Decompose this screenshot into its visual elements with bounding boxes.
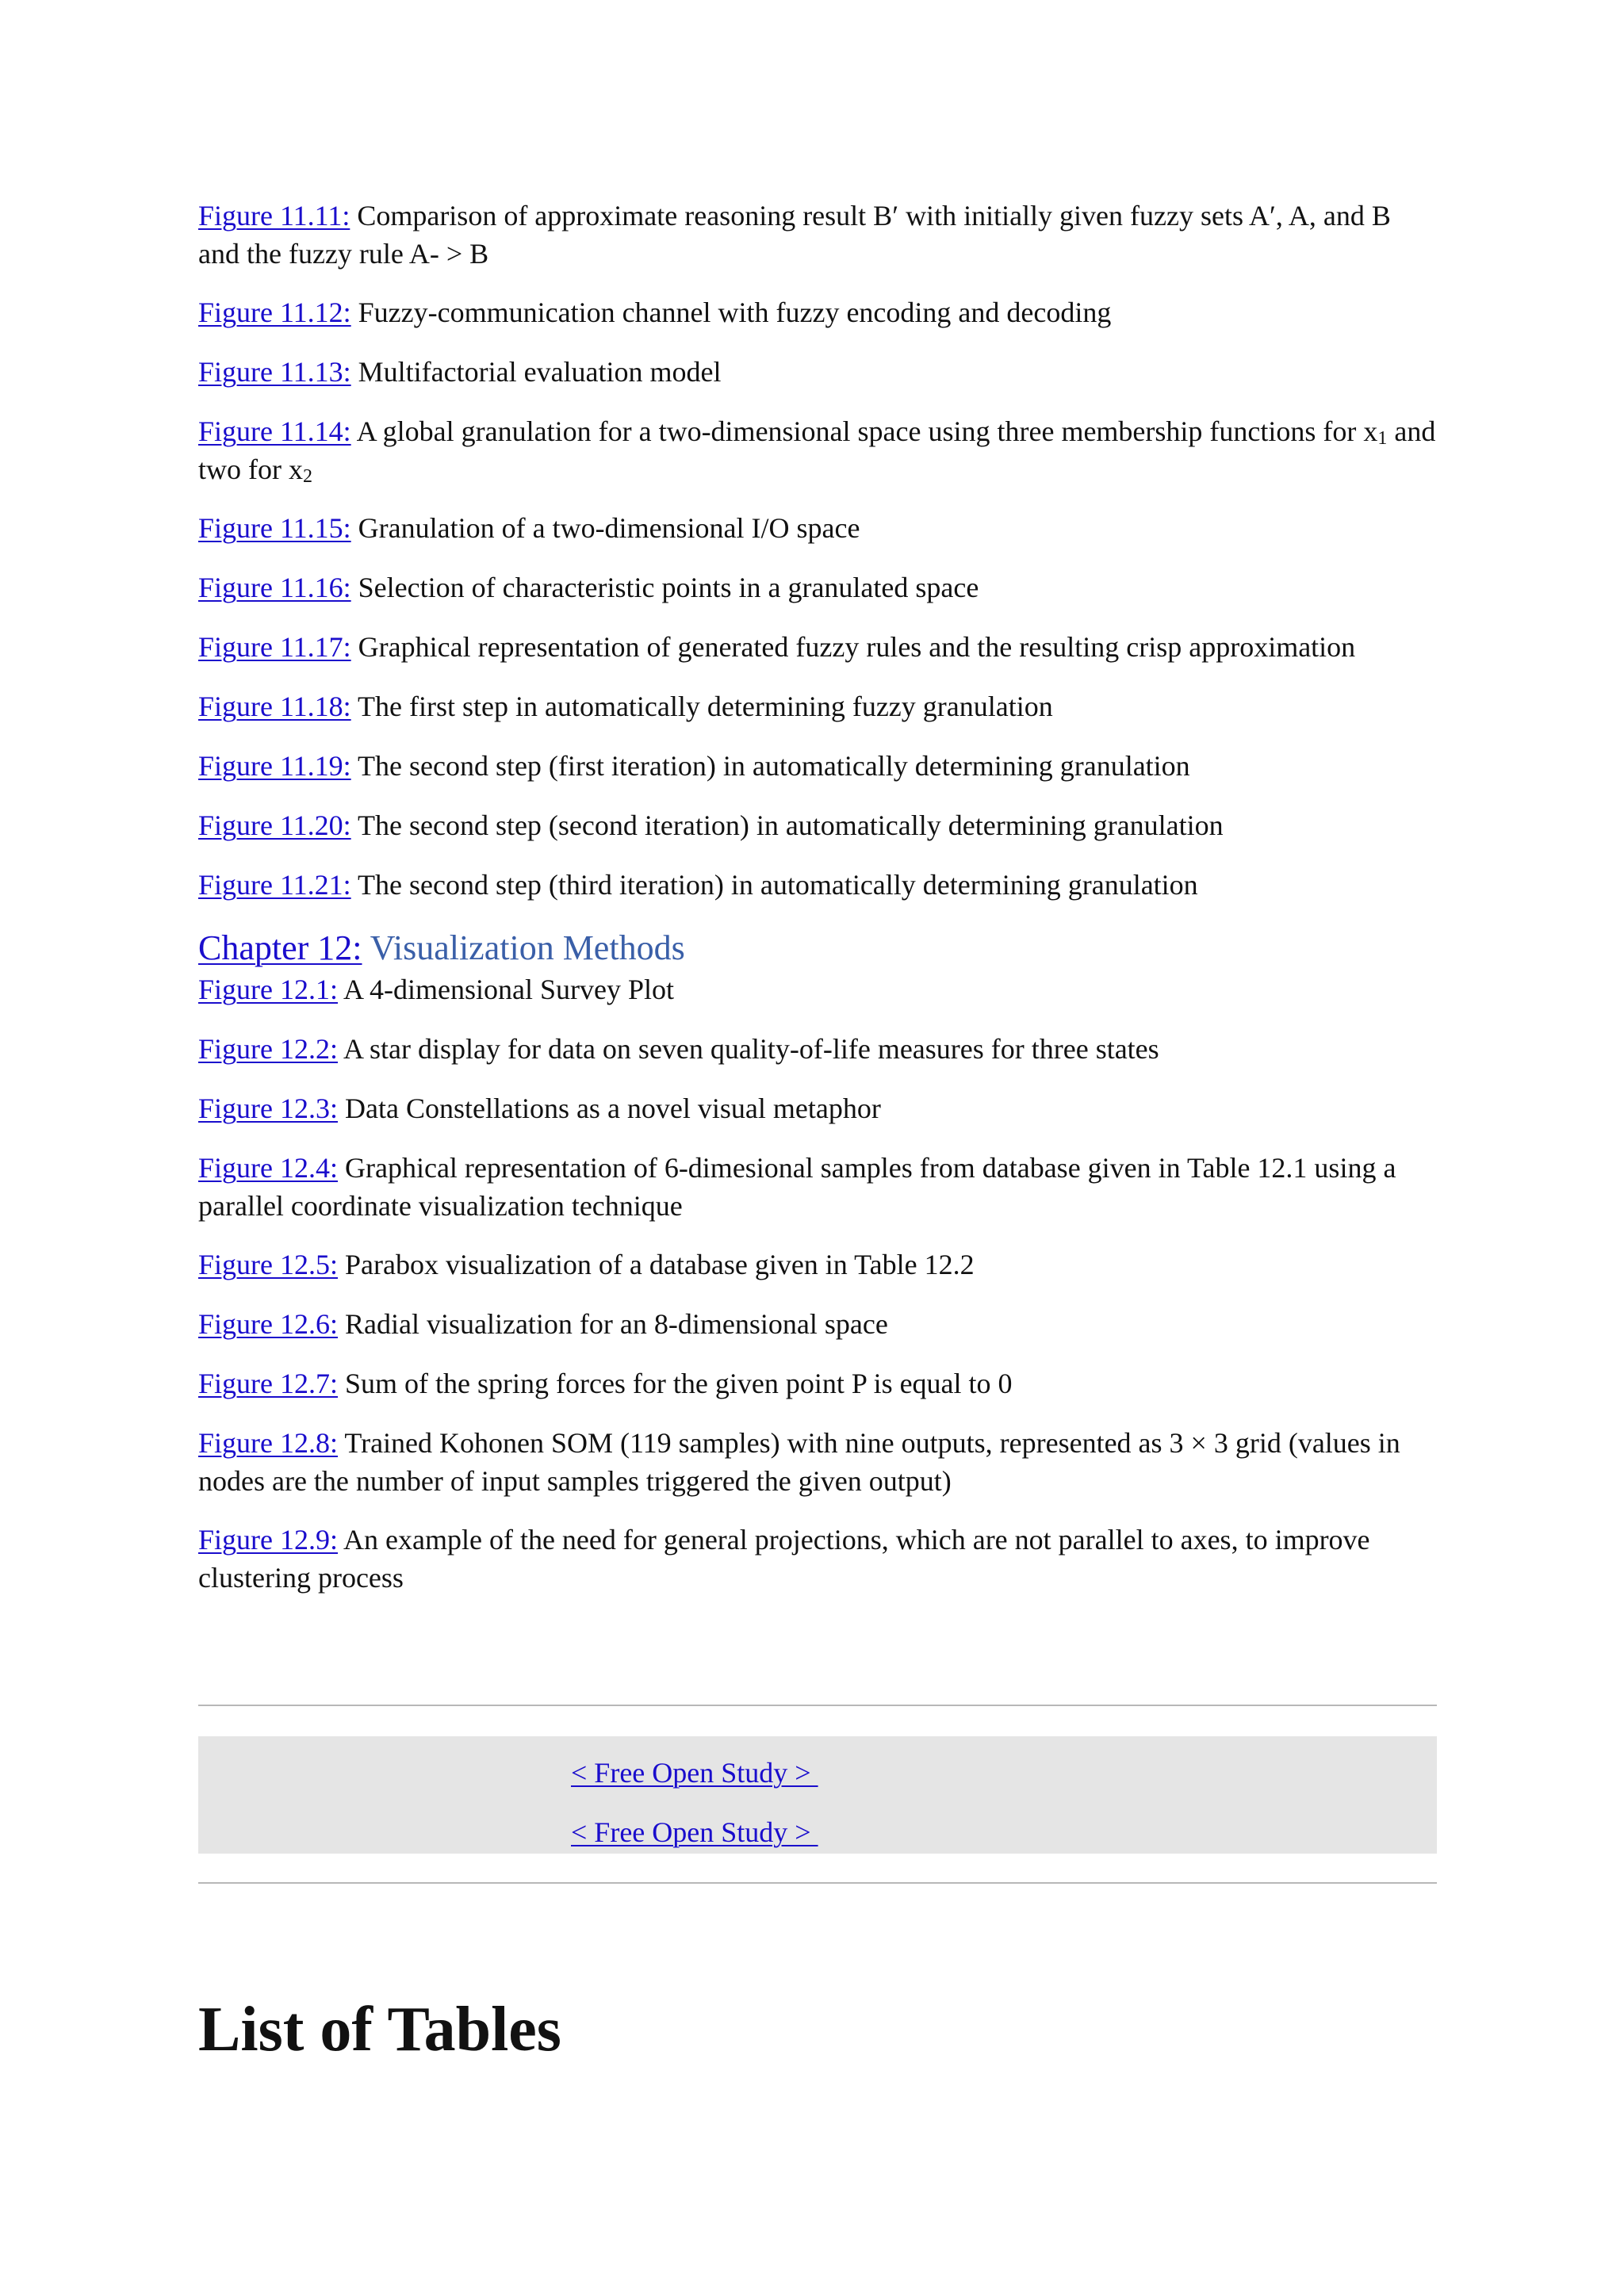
figure-link-12-8[interactable]: Figure 12.8:	[198, 1427, 338, 1459]
figure-link-11-19[interactable]: Figure 11.19:	[198, 750, 351, 782]
figure-caption-11-14-part-b: and two for x	[198, 415, 1436, 485]
figure-link-11-17[interactable]: Figure 11.17:	[198, 631, 351, 663]
figure-entry-11-11	[198, 197, 1437, 273]
figure-caption-11-15: Granulation of a two-dimensional I/O space	[350, 512, 860, 544]
chapter-12-link[interactable]: Chapter 12:	[198, 928, 362, 967]
figure-entry-11-16	[198, 568, 1437, 607]
figure-link-12-3[interactable]: Figure 12.3:	[198, 1093, 338, 1124]
figure-caption-11-12: Fuzzy-communication channel with fuzzy encoding and decoding	[350, 297, 1112, 328]
figure-entry-12-2	[198, 1030, 1437, 1068]
figure-caption-12-1: A 4-dimensional Survey Plot	[338, 974, 675, 1005]
figure-entry-11-20	[198, 806, 1437, 844]
figure-entry-12-3	[198, 1089, 1437, 1127]
figure-caption-12-4: Graphical representation of 6-dimesional samples from database given in Table 12.1 using a parallel coordinate visualization technique	[198, 1152, 1396, 1222]
figure-link-11-13[interactable]: Figure 11.13:	[198, 356, 351, 388]
figure-entry-11-14	[198, 412, 1437, 488]
chapter-12-heading	[198, 926, 685, 970]
figure-link-11-21[interactable]: Figure 11.21:	[198, 869, 351, 901]
free-open-study-link-1[interactable]: < Free Open Study >	[571, 1757, 818, 1789]
figure-link-11-15[interactable]: Figure 11.15:	[198, 512, 351, 544]
figure-entry-11-12	[198, 293, 1437, 331]
figure-entry-11-17	[198, 628, 1437, 666]
figure-link-11-16[interactable]: Figure 11.16:	[198, 572, 351, 603]
figure-caption-11-16: Selection of characteristic points in a granulated space	[350, 572, 979, 603]
list-of-tables-heading: List of Tables	[198, 1995, 561, 2064]
figure-link-12-5[interactable]: Figure 12.5:	[198, 1249, 338, 1280]
figure-caption-11-19: The second step (first iteration) in automatically determining granulation	[350, 750, 1190, 782]
figure-entry-12-8	[198, 1424, 1437, 1500]
figure-link-11-18[interactable]: Figure 11.18:	[198, 691, 351, 722]
subscript-2: 2	[302, 466, 312, 487]
figure-entry-12-1	[198, 970, 1437, 1008]
bottom-divider	[198, 1882, 1437, 1884]
figure-caption-12-9: An example of the need for general projections, which are not parallel to axes, to improve clustering process	[198, 1524, 1370, 1594]
navigation-bar	[198, 1736, 1437, 1854]
figure-caption-12-5: Parabox visualization of a database given in Table 12.2	[338, 1249, 975, 1280]
figure-entry-11-19	[198, 747, 1437, 785]
figure-entry-12-6	[198, 1305, 1437, 1343]
chapter-12-title: Visualization Methods	[362, 928, 685, 967]
figure-entry-12-5	[198, 1246, 1437, 1284]
figure-entry-11-15	[198, 509, 1437, 547]
figure-entry-12-9	[198, 1521, 1437, 1597]
figure-link-12-1[interactable]: Figure 12.1:	[198, 974, 338, 1005]
figure-entry-12-7	[198, 1364, 1437, 1402]
figure-caption-11-17: Graphical representation of generated fuzzy rules and the resulting crisp approximation	[350, 631, 1356, 663]
figure-entry-11-21	[198, 866, 1437, 904]
figure-link-12-9[interactable]: Figure 12.9:	[198, 1524, 338, 1556]
free-open-study-link-2[interactable]: < Free Open Study >	[571, 1816, 818, 1848]
figure-entry-11-13	[198, 353, 1437, 391]
figure-caption-11-18: The first step in automatically determining fuzzy granulation	[350, 691, 1053, 722]
figure-link-12-4[interactable]: Figure 12.4:	[198, 1152, 338, 1184]
figure-entry-11-18	[198, 687, 1437, 725]
figure-caption-12-6: Radial visualization for an 8-dimensional space	[338, 1308, 888, 1340]
subscript-1: 1	[1377, 428, 1388, 449]
figure-caption-12-8: Trained Kohonen SOM (119 samples) with nine outputs, represented as 3 × 3 grid (values in nodes are the number of input samples triggered the given output)	[198, 1427, 1400, 1497]
figure-link-11-11[interactable]: Figure 11.11:	[198, 200, 350, 232]
figure-link-11-12[interactable]: Figure 11.12:	[198, 297, 351, 328]
figure-caption-11-20: The second step (second iteration) in automatically determining granulation	[350, 809, 1224, 841]
figure-link-12-7[interactable]: Figure 12.7:	[198, 1368, 338, 1399]
figure-caption-12-2: A star display for data on seven quality-of-life measures for three states	[338, 1033, 1159, 1065]
figure-caption-12-7: Sum of the spring forces for the given point P is equal to 0	[338, 1368, 1013, 1399]
figure-caption-11-14-part-a: A global granulation for a two-dimensional space using three membership functions for x	[350, 415, 1378, 447]
top-divider	[198, 1705, 1437, 1706]
figure-caption-11-13: Multifactorial evaluation model	[350, 356, 722, 388]
figure-link-11-20[interactable]: Figure 11.20:	[198, 809, 351, 841]
figure-caption-11-21: The second step (third iteration) in automatically determining granulation	[350, 869, 1198, 901]
figure-link-12-2[interactable]: Figure 12.2:	[198, 1033, 338, 1065]
figure-caption-11-11: Comparison of approximate reasoning result B′ with initially given fuzzy sets A′, A, and B and the fuzzy rule A- > B	[198, 200, 1391, 270]
figure-caption-12-3: Data Constellations as a novel visual metaphor	[338, 1093, 881, 1124]
figure-entry-12-4	[198, 1149, 1437, 1225]
figure-link-11-14[interactable]: Figure 11.14:	[198, 415, 351, 447]
figure-link-12-6[interactable]: Figure 12.6:	[198, 1308, 338, 1340]
